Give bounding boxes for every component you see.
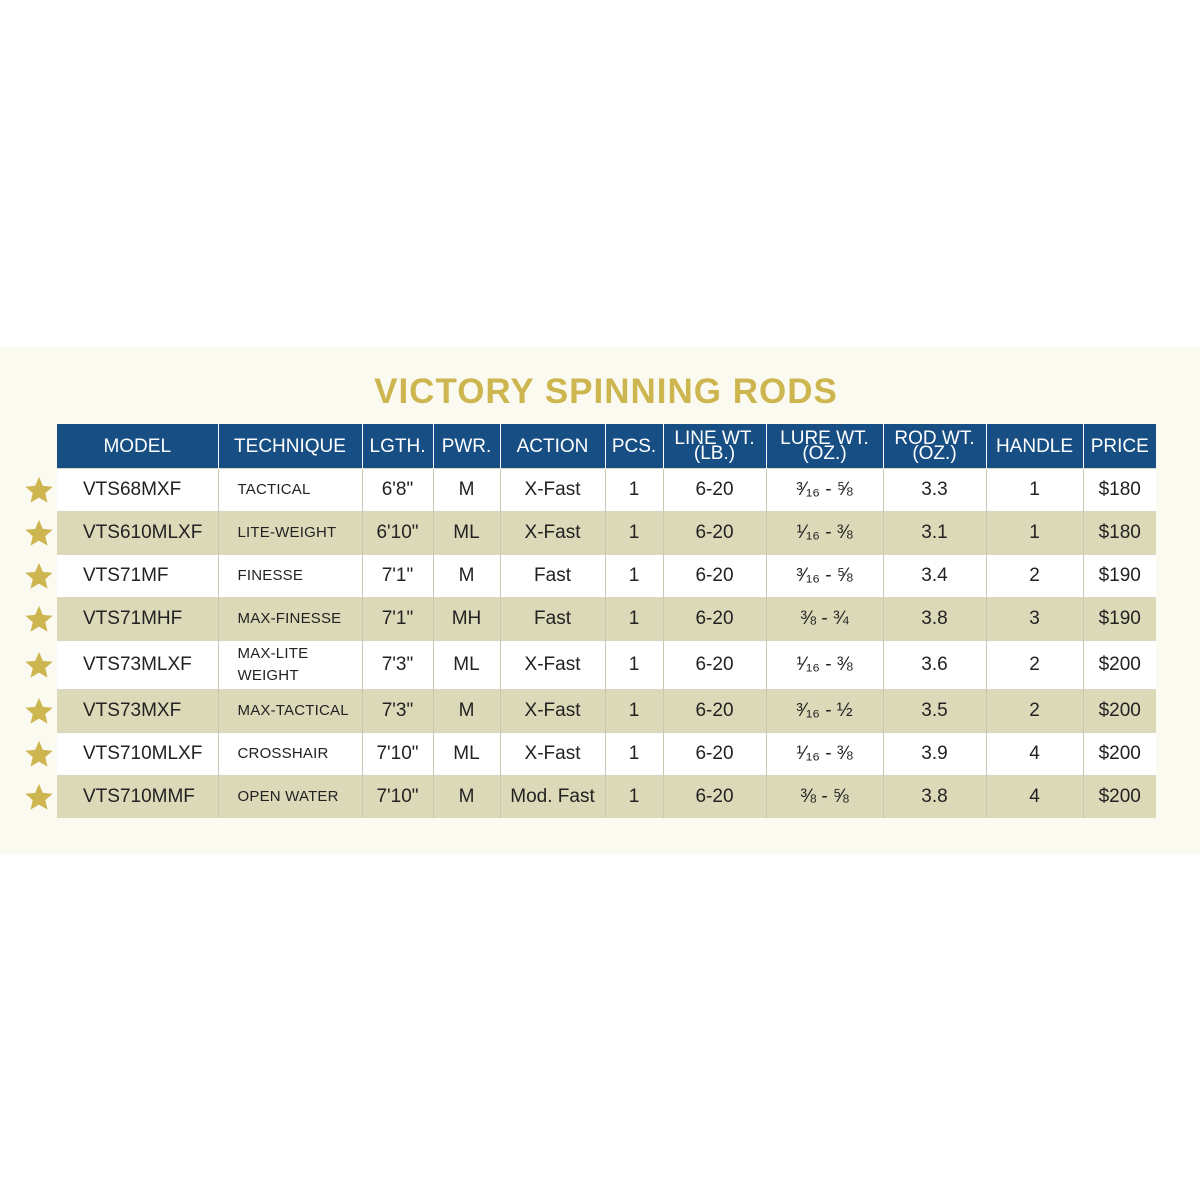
length-cell: 7'10" — [362, 776, 433, 819]
action-cell: Mod. Fast — [500, 776, 605, 819]
column-header-model: MODEL — [57, 424, 218, 469]
length-cell: 7'3" — [362, 641, 433, 690]
price-cell: $200 — [1083, 641, 1156, 690]
lure-weight-cell: ⅜ - ⅝ — [766, 776, 883, 819]
action-cell: X-Fast — [500, 469, 605, 512]
action-cell: X-Fast — [500, 690, 605, 733]
line-weight-cell: 6-20 — [663, 555, 766, 598]
star-icon — [24, 739, 54, 769]
price-cell: $200 — [1083, 776, 1156, 819]
technique-cell — [218, 641, 362, 690]
column-header-rod-weight — [883, 424, 986, 469]
power-cell: ML — [433, 512, 500, 555]
column-header-handle: HANDLE — [986, 424, 1083, 469]
spec-table-body — [57, 469, 1156, 819]
star-icon — [24, 561, 54, 591]
technique-line: TACTICAL — [237, 481, 311, 498]
length-cell: 7'1" — [362, 555, 433, 598]
model-cell: VTS710MLXF — [57, 733, 218, 776]
model-cell: VTS73MLXF — [57, 641, 218, 690]
table-row — [57, 690, 1156, 733]
technique-line: LITE-WEIGHT — [237, 524, 337, 541]
line-weight-cell: 6-20 — [663, 512, 766, 555]
technique-line: MAX-TACTICAL — [237, 702, 349, 719]
technique-line: OPEN WATER — [237, 788, 339, 805]
line-weight-cell: 6-20 — [663, 598, 766, 641]
rod-weight-cell: 3.9 — [883, 733, 986, 776]
table-row — [57, 733, 1156, 776]
action-cell: X-Fast — [500, 733, 605, 776]
power-cell: ML — [433, 733, 500, 776]
rod-weight-cell: 3.8 — [883, 776, 986, 819]
power-cell: MH — [433, 598, 500, 641]
table-row — [57, 469, 1156, 512]
price-cell: $180 — [1083, 512, 1156, 555]
power-cell: M — [433, 469, 500, 512]
length-cell: 6'10" — [362, 512, 433, 555]
length-cell: 7'10" — [362, 733, 433, 776]
model-cell: VTS610MLXF — [57, 512, 218, 555]
price-cell: $190 — [1083, 555, 1156, 598]
price-cell: $200 — [1083, 690, 1156, 733]
technique-line: MAX-LITE — [237, 645, 309, 662]
length-cell: 6'8" — [362, 469, 433, 512]
price-cell: $190 — [1083, 598, 1156, 641]
handle-cell: 2 — [986, 641, 1083, 690]
technique-cell — [218, 776, 362, 819]
column-header-power: PWR. — [433, 424, 500, 469]
table-row — [57, 512, 1156, 555]
pieces-cell: 1 — [605, 733, 663, 776]
power-cell: M — [433, 555, 500, 598]
column-header-price: PRICE — [1083, 424, 1156, 469]
handle-cell: 4 — [986, 733, 1083, 776]
technique-line: FINESSE — [237, 567, 304, 584]
technique-line: MAX-FINESSE — [237, 610, 342, 627]
pieces-cell: 1 — [605, 641, 663, 690]
handle-cell: 1 — [986, 469, 1083, 512]
pieces-cell: 1 — [605, 690, 663, 733]
technique-cell — [218, 469, 362, 512]
column-header-technique: TECHNIQUE — [218, 424, 362, 469]
star-icon — [24, 604, 54, 634]
table-row — [57, 641, 1156, 690]
lure-weight-cell: ⅜ - ¾ — [766, 598, 883, 641]
column-header-lure-weight — [766, 424, 883, 469]
handle-cell: 4 — [986, 776, 1083, 819]
technique-cell — [218, 555, 362, 598]
lure-weight-cell: ¹⁄₁₆ - ⅜ — [766, 641, 883, 690]
technique-cell — [218, 690, 362, 733]
star-icon — [24, 696, 54, 726]
action-cell: X-Fast — [500, 512, 605, 555]
technique-cell — [218, 733, 362, 776]
spec-table — [57, 424, 1156, 818]
pieces-cell: 1 — [605, 469, 663, 512]
action-cell: Fast — [500, 598, 605, 641]
model-cell: VTS68MXF — [57, 469, 218, 512]
model-cell: VTS71MF — [57, 555, 218, 598]
rod-weight-cell: 3.6 — [883, 641, 986, 690]
star-icon — [24, 650, 54, 680]
model-cell: VTS73MXF — [57, 690, 218, 733]
rod-weight-cell: 3.8 — [883, 598, 986, 641]
column-header-line-weight-unit: (LB.) — [693, 443, 736, 464]
length-cell: 7'1" — [362, 598, 433, 641]
page-title: VICTORY SPINNING RODS — [374, 372, 838, 411]
model-cell: VTS71MHF — [57, 598, 218, 641]
star-icon — [24, 782, 54, 812]
column-header-line-weight-label: LINE WT. — [674, 428, 755, 449]
action-cell: Fast — [500, 555, 605, 598]
column-header-rod-weight-label: ROD WT. — [894, 428, 975, 449]
technique-cell — [218, 598, 362, 641]
lure-weight-cell: ³⁄₁₆ - ⅝ — [766, 469, 883, 512]
column-header-lure-weight-label: LURE WT. — [780, 428, 869, 449]
lure-weight-cell: ³⁄₁₆ - ½ — [766, 690, 883, 733]
column-header-rod-weight-unit: (OZ.) — [912, 443, 957, 464]
column-header-action: ACTION — [500, 424, 605, 469]
column-header-lure-weight-unit: (OZ.) — [802, 443, 847, 464]
pieces-cell: 1 — [605, 512, 663, 555]
pieces-cell: 1 — [605, 776, 663, 819]
rod-weight-cell: 3.1 — [883, 512, 986, 555]
column-header-pieces: PCS. — [605, 424, 663, 469]
column-header-line-weight — [663, 424, 766, 469]
line-weight-cell: 6-20 — [663, 469, 766, 512]
price-cell: $200 — [1083, 733, 1156, 776]
handle-cell: 3 — [986, 598, 1083, 641]
table-row — [57, 598, 1156, 641]
table-row — [57, 555, 1156, 598]
table-row — [57, 776, 1156, 819]
handle-cell: 2 — [986, 555, 1083, 598]
action-cell: X-Fast — [500, 641, 605, 690]
technique-line: CROSSHAIR — [237, 745, 329, 762]
star-icon — [24, 518, 54, 548]
technique-line: WEIGHT — [237, 667, 299, 684]
power-cell: M — [433, 690, 500, 733]
lure-weight-cell: ¹⁄₁₆ - ⅜ — [766, 512, 883, 555]
model-cell: VTS710MMF — [57, 776, 218, 819]
rod-weight-cell: 3.5 — [883, 690, 986, 733]
length-cell: 7'3" — [362, 690, 433, 733]
header-row — [57, 424, 1156, 469]
column-header-length: LGTH. — [362, 424, 433, 469]
lure-weight-cell: ¹⁄₁₆ - ⅜ — [766, 733, 883, 776]
pieces-cell: 1 — [605, 598, 663, 641]
pieces-cell: 1 — [605, 555, 663, 598]
technique-cell — [218, 512, 362, 555]
handle-cell: 2 — [986, 690, 1083, 733]
line-weight-cell: 6-20 — [663, 733, 766, 776]
power-cell: ML — [433, 641, 500, 690]
rod-weight-cell: 3.4 — [883, 555, 986, 598]
line-weight-cell: 6-20 — [663, 776, 766, 819]
rod-weight-cell: 3.3 — [883, 469, 986, 512]
line-weight-cell: 6-20 — [663, 641, 766, 690]
power-cell: M — [433, 776, 500, 819]
line-weight-cell: 6-20 — [663, 690, 766, 733]
handle-cell: 1 — [986, 512, 1083, 555]
star-icon — [24, 475, 54, 505]
lure-weight-cell: ³⁄₁₆ - ⅝ — [766, 555, 883, 598]
price-cell: $180 — [1083, 469, 1156, 512]
